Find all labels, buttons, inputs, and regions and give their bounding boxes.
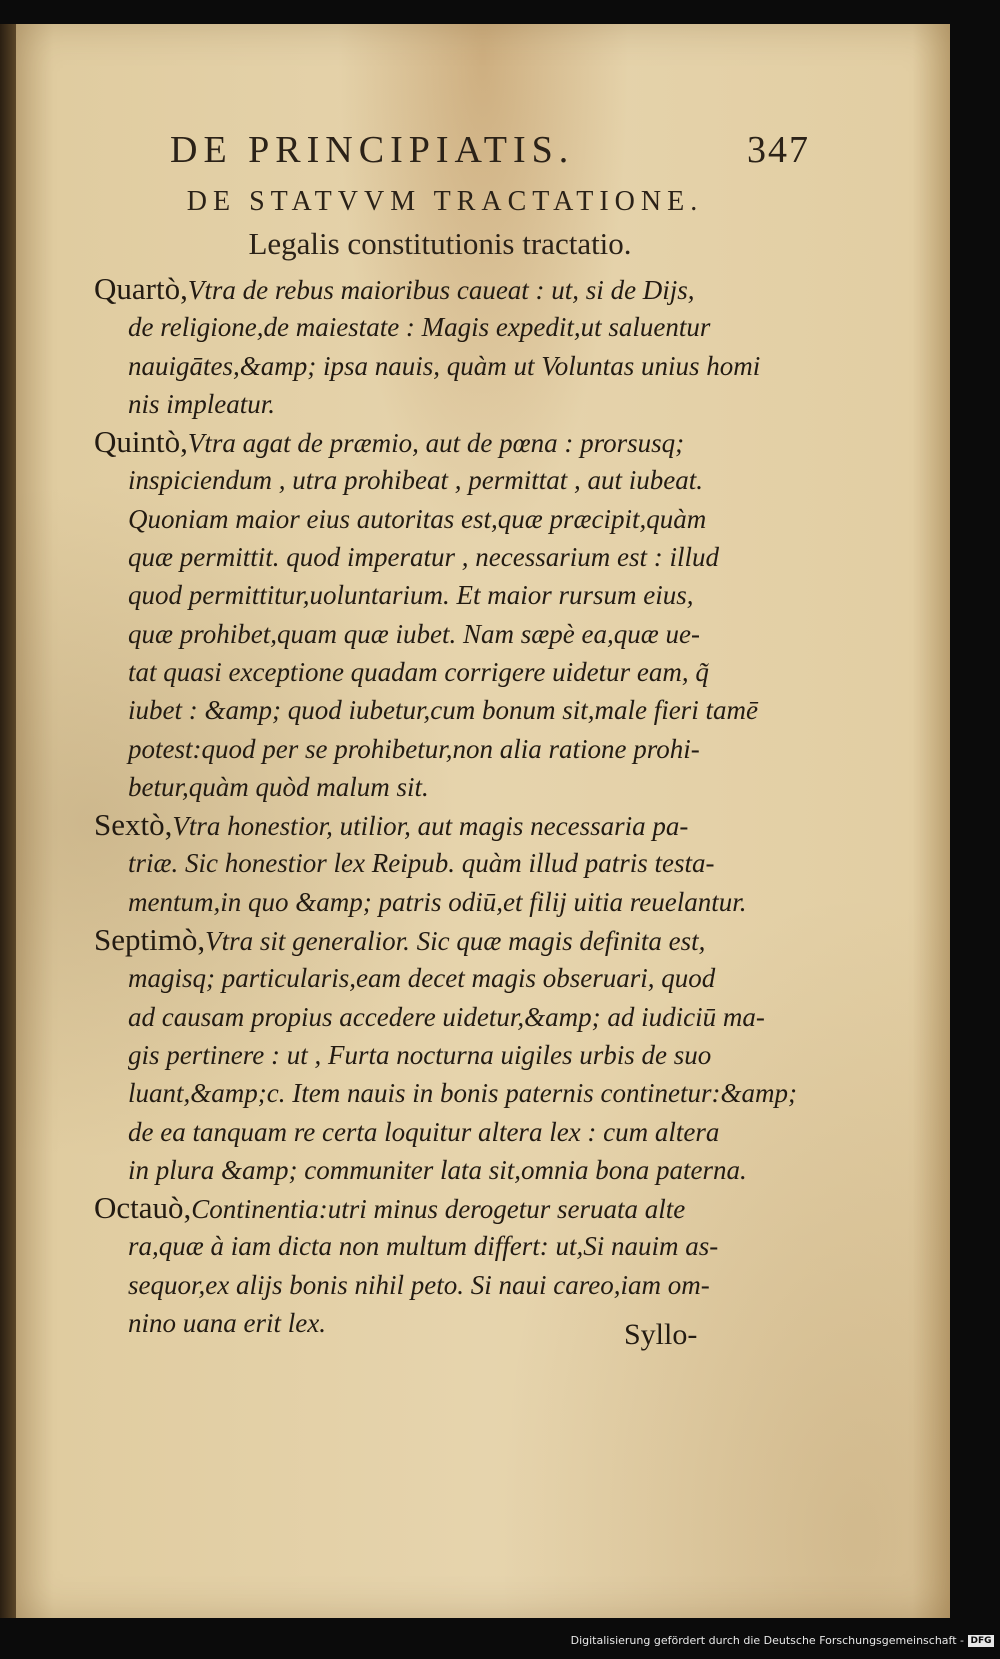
text-line: iubet : &amp; quod iubetur,cum bonum sit,male fieri tamē [128,695,758,726]
paragraph [94,270,794,423]
paragraph-lead: Quintò, [94,424,188,460]
text-line: Quoniam maior eius autoritas est,quæ præcipit,quàm [128,503,707,534]
text-line: de religione,de maiestate : Magis expedit,ut saluentur [128,312,711,343]
text-line: tat quasi exceptione quadam corrigere uidetur eam, q̃ [128,656,709,687]
text-line: in plura &amp; communiter lata sit,omnia bona paterna. [128,1154,747,1185]
body-text [94,270,797,1342]
paragraph [94,423,794,806]
text-line: potest:quod per se prohibetur,non alia ratione prohi- [128,733,700,764]
paragraph-lead: Septimò, [94,922,206,958]
text-line: luant,&amp;c. Item nauis in bonis paternis continetur:&amp; [128,1078,797,1109]
line-text: Vtra de rebus maioribus caueat : ut, si de Dijs, [187,275,695,305]
text-line: inspiciendum , utra prohibeat , permittat , aut iubeat. [128,465,703,496]
line-text: Vtra sit generalior. Sic quæ magis definita est, [205,926,706,957]
paragraph-lead: Octauò, [94,1190,192,1226]
paragraph-lead: Quartò, [94,271,188,306]
paragraph-lead: Sextò, [94,807,173,843]
book-spine-edge [0,24,16,1618]
text-line: mentum,in quo &amp; patris odiū,et filij uitia reuelantur. [128,886,747,917]
text-line: gis pertinere : ut , Furta nocturna uigiles urbis de suo [128,1039,712,1070]
text-line: quæ prohibet,quam quæ iubet. Nam sæpè ea,quæ ue- [128,618,700,649]
text-line: betur,quàm quòd malum sit. [128,771,429,802]
digitization-footer [571,1634,994,1647]
line-text: Vtra honestior, utilior, aut magis necessaria pa- [172,811,689,842]
line-text: Continentia:utri minus derogetur seruata alte [191,1194,686,1225]
text-line: nis impleatur. [128,388,276,419]
text-line: nauigātes,&amp; ipsa nauis, quàm ut Voluntas unius homi [128,350,761,381]
text-line: ra,quæ à iam dicta non multum differt: ut,Si nauim as- [128,1231,719,1262]
text-line: de ea tanquam re certa loquitur altera lex : cum altera [128,1116,720,1147]
section-heading: DE STATVVM TRACTATIONE. [186,186,704,217]
paragraph [94,921,797,1189]
text-line [94,921,794,959]
page-number: 347 [747,129,810,171]
section-subheading: Legalis constitutionis tractatio. [248,226,632,261]
text-line: sequor,ex alijs bonis nihil peto. Si naui careo,iam om- [128,1269,710,1300]
footer-credit: Digitalisierung gefördert durch die Deutsche Forschungsgemeinschaft - [570,1634,964,1647]
text-line [94,806,794,844]
line-text: Vtra agat de præmio, aut de pœna : prorsusq; [187,428,685,459]
text-line: quæ permittit. quod imperatur , necessarium est : illud [128,542,719,573]
text-line [94,423,794,461]
text-line: triæ. Sic honestior lex Reipub. quàm illud patris testa- [128,848,715,879]
text-line: magisq; particularis,eam decet magis obseruari, quod [128,963,716,994]
text-line: ad causam propius accedere uidetur,&amp; ad iudiciū ma- [128,1001,765,1032]
text-line: quod permittitur,uoluntarium. Et maior rursum eius, [128,580,694,611]
text-line: nino uana erit lex. [128,1308,326,1339]
running-header [170,128,810,172]
catchword: Syllo- [624,1318,698,1351]
paragraph [94,806,794,921]
running-title: DE PRINCIPIATIS. [170,129,575,171]
text-line [94,270,794,308]
dfg-logo: DFG [968,1635,994,1647]
text-line [94,1189,794,1227]
